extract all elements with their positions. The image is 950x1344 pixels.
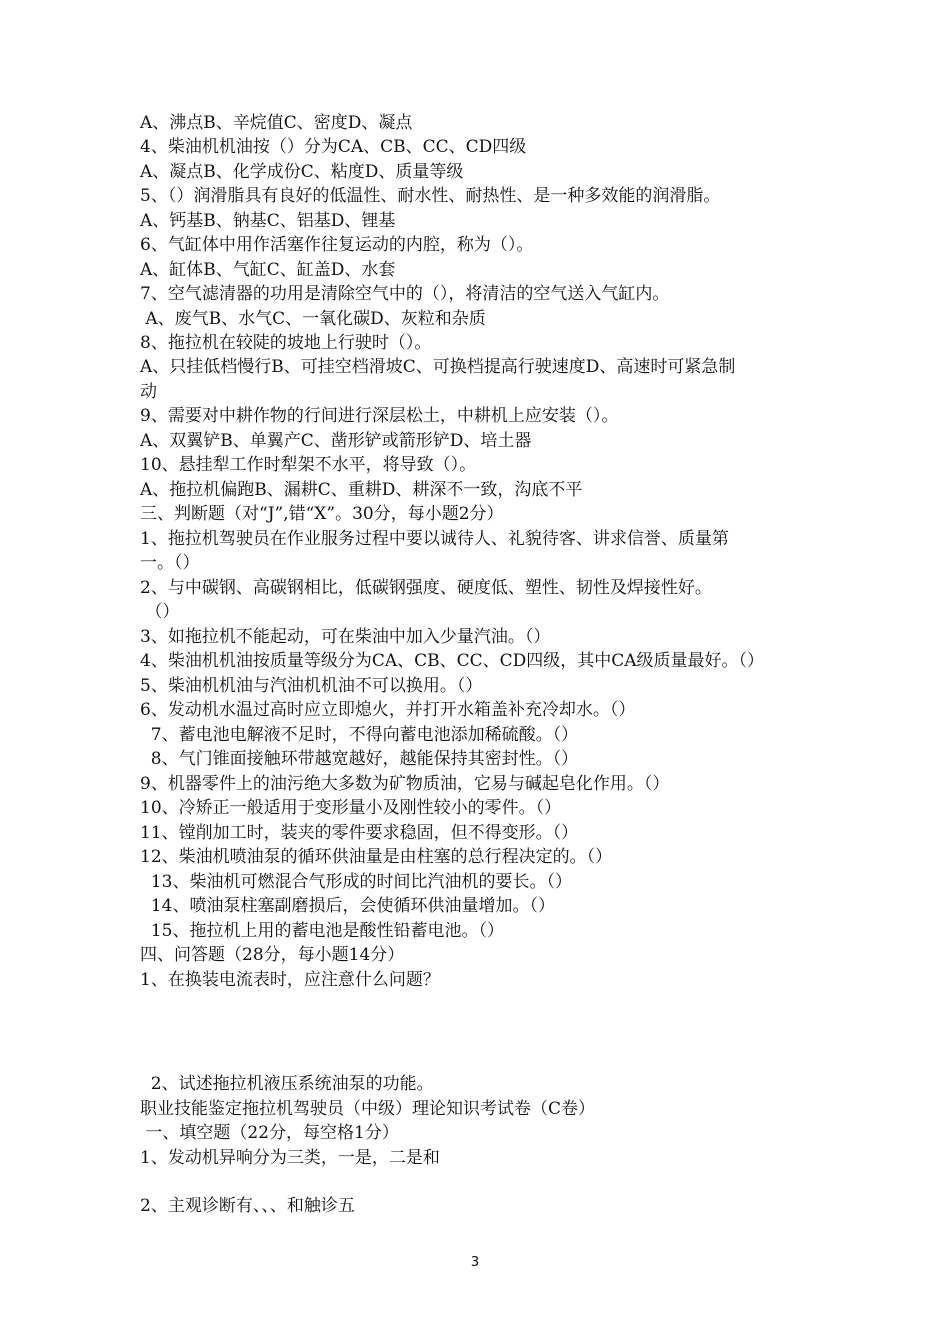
fill-blank-line-2: 2、主观诊断有、、、和触诊五 (140, 1196, 355, 1216)
option-line-q5: A、钙基B、钠基C、铝基D、锂基 (140, 211, 396, 231)
section-heading-judgement: 三、判断题（对“J”,错“X”。30分，每小题2分） (140, 504, 504, 524)
judgement-line-9: 9、机器零件上的油污绝大多数为矿物质油，它易与碱起皂化作用。（） (140, 774, 670, 794)
option-line-q3: A、沸点B、辛烷值C、密度D、凝点 (140, 113, 413, 133)
judgement-line-7: 7、蓄电池电解液不足时，不得向蓄电池添加稀硫酸。（） (140, 725, 579, 745)
judgement-line-12: 12、柴油机喷油泵的循环供油量是由柱塞的总行程决定的。（） (140, 847, 613, 867)
option-line-q8-cont: 动 (140, 382, 157, 402)
option-line-q10: A、拖拉机偏跑B、漏耕C、重耕D、耕深不一致，沟底不平 (140, 480, 583, 500)
option-line-q6: A、缸体B、气缸C、缸盖D、水套 (140, 260, 396, 280)
judgement-line-13: 13、柴油机可燃混合气形成的时间比汽油机的要长。（） (140, 872, 572, 892)
judgement-line-4: 4、柴油机机油按质量等级分为CA、CB、CC、CD四级，其中CA级质量最好。（） (140, 651, 765, 671)
fill-blank-line-1: 1、发动机异响分为三类，一是，二是和 (140, 1148, 440, 1168)
section-heading-qa: 四、问答题（28分，每小题14分） (140, 945, 405, 965)
judgement-line-10: 10、冷矫正一般适用于变形量小及刚性较小的零件。（） (140, 798, 562, 818)
judgement-line-15: 15、拖拉机上用的蓄电池是酸性铅蓄电池。（） (140, 921, 504, 941)
question-line-q5: 5、（）润滑脂具有良好的低温性、耐水性、耐热性、是一种多效能的润滑脂。 (140, 186, 721, 206)
section-heading-fill-blank: 一、填空题（22分，每空格1分） (140, 1123, 399, 1143)
question-line-q7: 7、空气滤清器的功用是清除空气中的（），将清洁的空气送入气缸内。 (140, 284, 670, 304)
judgement-line-2-cont: （） (140, 602, 180, 622)
qa-question-1: 1、在换装电流表时，应注意什么问题？ (140, 970, 440, 990)
option-line-q4: A、凝点B、化学成份C、粘度D、质量等级 (140, 162, 464, 182)
judgement-line-1-cont: 一。（） (140, 553, 200, 573)
option-line-q8: A、只挂低档慢行B、可挂空档滑坡C、可换档提高行驶速度D、高速时可紧急制 (140, 357, 736, 377)
judgement-line-14: 14、喷油泵柱塞副磨损后，会使循环供油量增加。（） (140, 896, 555, 916)
judgement-line-8: 8、气门锥面接触环带越宽越好，越能保持其密封性。（） (140, 749, 579, 769)
option-line-q7: A、废气B、水气C、一氧化碳D、灰粒和杂质 (140, 309, 486, 329)
question-line-q4: 4、柴油机机油按（）分为CA、CB、CC、CD四级 (140, 137, 527, 157)
exam-title-c: 职业技能鉴定拖拉机驾驶员（中级）理论知识考试卷（C卷） (140, 1099, 596, 1119)
judgement-line-1: 1、拖拉机驾驶员在作业服务过程中要以诚待人、礼貌待客、讲求信誉、质量第 (140, 529, 729, 549)
question-line-q8: 8、拖拉机在较陡的坡地上行驶时（）。 (140, 333, 432, 353)
judgement-line-11: 11、镗削加工时，装夹的零件要求稳固，但不得变形。（） (140, 823, 579, 843)
qa-question-2: 2、试述拖拉机液压系统油泵的功能。 (140, 1074, 434, 1094)
judgement-line-3: 3、如拖拉机不能起动，可在柴油中加入少量汽油。（） (140, 627, 551, 647)
judgement-line-6: 6、发动机水温过高时应立即熄火，并打开水箱盖补充冷却水。（） (140, 700, 636, 720)
question-line-q6: 6、气缸体中用作活塞作往复运动的内腔，称为（）。 (140, 235, 534, 255)
judgement-line-2: 2、与中碳钢、高碳钢相比，低碳钢强度、硬度低、塑性、韧性及焊接性好。 (140, 578, 712, 598)
option-line-q9: A、双翼铲B、单翼产C、凿形铲或箭形铲D、培土器 (140, 431, 532, 451)
judgement-line-5: 5、柴油机机油与汽油机机油不可以换用。（） (140, 676, 483, 696)
question-line-q9: 9、需要对中耕作物的行间进行深层松土，中耕机上应安装（）。 (140, 406, 619, 426)
page-number: 3 (470, 1255, 480, 1270)
question-line-q10: 10、悬挂犁工作时犁架不水平，将导致（）。 (140, 455, 477, 475)
